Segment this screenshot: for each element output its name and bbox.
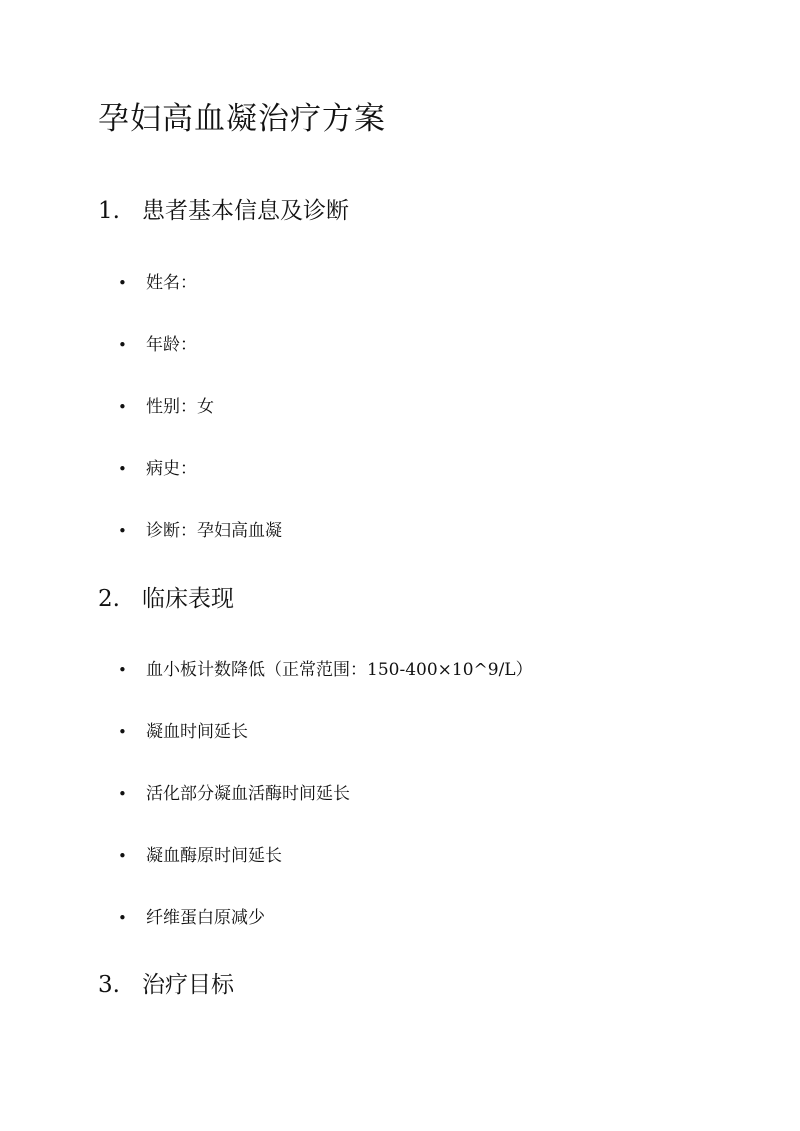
list-item-text: 血小板计数降低（正常范围：150-400×10^9/L） xyxy=(146,660,533,680)
list-item-text: 性别：女 xyxy=(146,397,214,417)
section-title: 临床表现 xyxy=(142,586,234,612)
bullet-icon: • xyxy=(118,398,127,416)
section-number: 1. xyxy=(98,198,120,224)
bullet-icon: • xyxy=(118,336,127,354)
list-item-text: 诊断：孕妇高血凝 xyxy=(146,521,282,541)
bullet-icon: • xyxy=(118,723,127,741)
section-number: 3. xyxy=(98,972,120,998)
list-item xyxy=(118,781,350,807)
list-item-text: 姓名： xyxy=(146,273,197,293)
section-heading-2 xyxy=(98,582,234,616)
section-title: 患者基本信息及诊断 xyxy=(142,198,349,224)
list-item xyxy=(118,843,282,869)
section-heading-1 xyxy=(98,194,349,228)
list-item xyxy=(118,719,248,745)
list-item xyxy=(118,518,282,544)
bullet-icon: • xyxy=(118,909,127,927)
document-title: 孕妇高血凝治疗方案 xyxy=(98,101,386,137)
list-item xyxy=(118,456,197,482)
list-item xyxy=(118,332,197,358)
bullet-icon: • xyxy=(118,522,127,540)
list-item-text: 病史： xyxy=(146,459,197,479)
list-item-text: 年龄： xyxy=(146,335,197,355)
bullet-icon: • xyxy=(118,785,127,803)
bullet-icon: • xyxy=(118,274,127,292)
bullet-icon: • xyxy=(118,847,127,865)
section-heading-3 xyxy=(98,968,234,1002)
section-title: 治疗目标 xyxy=(142,972,234,998)
list-item-text: 凝血酶原时间延长 xyxy=(146,846,282,866)
list-item-text: 凝血时间延长 xyxy=(146,722,248,742)
bullet-icon: • xyxy=(118,460,127,478)
list-item-text: 活化部分凝血活酶时间延长 xyxy=(146,784,350,804)
list-item xyxy=(118,394,214,420)
list-item xyxy=(118,270,197,296)
list-item-text: 纤维蛋白原减少 xyxy=(146,908,265,928)
list-item xyxy=(118,657,533,683)
list-item xyxy=(118,905,265,931)
bullet-icon: • xyxy=(118,661,127,679)
section-number: 2. xyxy=(98,586,120,612)
